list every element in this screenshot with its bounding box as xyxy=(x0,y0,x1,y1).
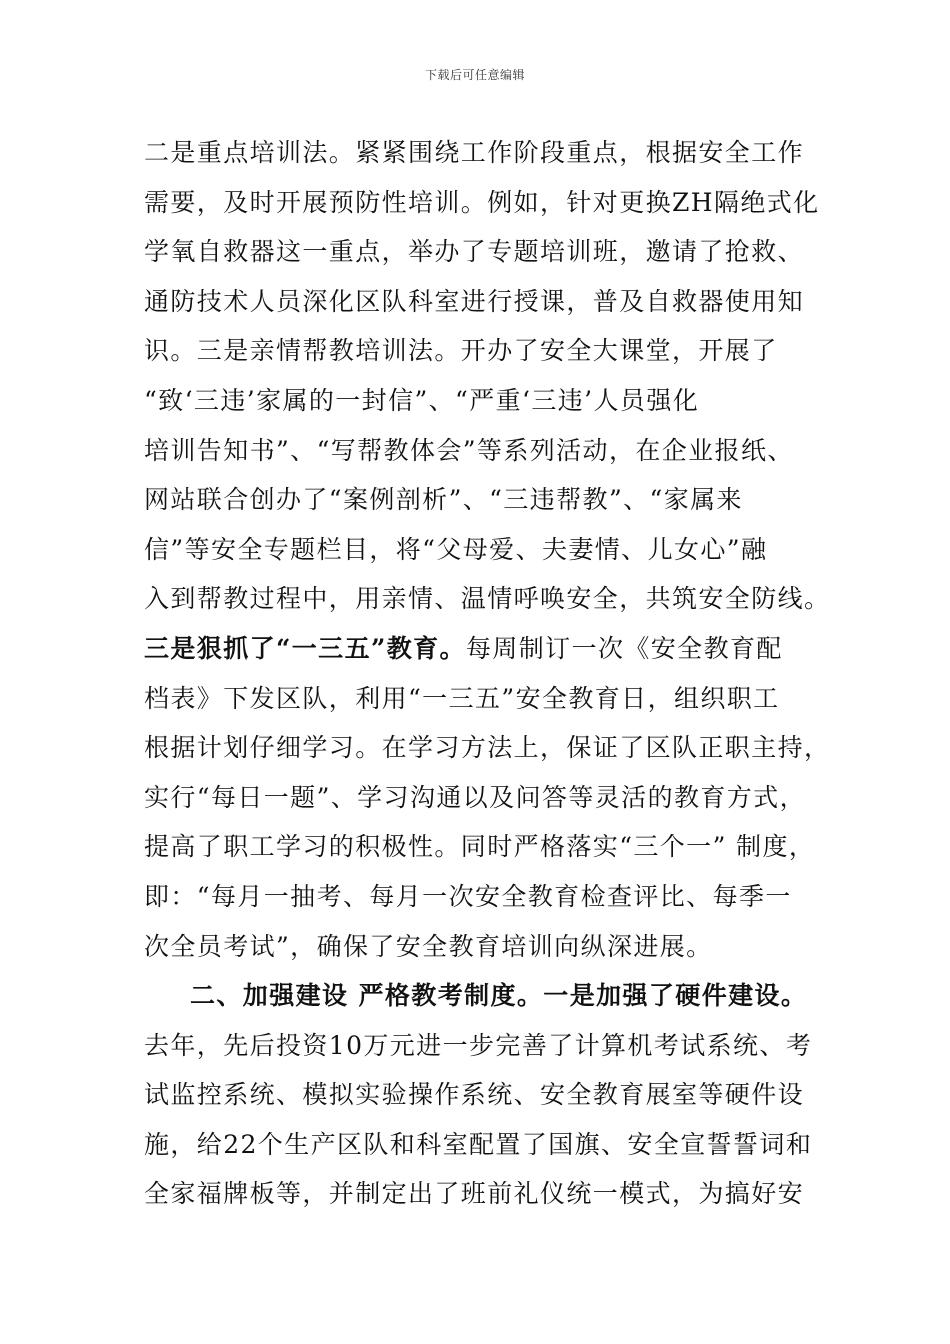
text-line xyxy=(144,227,824,277)
line-text: 网站联合创办了“案例剖析”、“三违帮教”、“家属来 xyxy=(144,485,743,515)
text-line xyxy=(144,525,824,575)
line-text: 全家福牌板等，并制定出了班前礼仪统一模式，为搞好安 xyxy=(144,1179,805,1209)
page-header: 下载后可任意编辑 xyxy=(424,68,525,82)
text-line xyxy=(144,1070,824,1120)
line-text: 每周制订一次《安全教育配 xyxy=(465,633,783,663)
section-heading-line xyxy=(144,971,824,1021)
text-line xyxy=(144,922,824,972)
line-text: 需要，及时开展预防性培训。例如，针对更换ZH隔绝式化 xyxy=(144,187,820,217)
line-text: 入到帮教过程中，用亲情、温情呼唤安全，共筑安全防线。 xyxy=(144,584,831,614)
text-line xyxy=(144,326,824,376)
line-text: “致‘三违’家属的一封信”、“严重‘三违’人员强化 xyxy=(144,385,700,415)
line-text: 施，给22个生产区队和科室配置了国旗、安全宣誓誓词和 xyxy=(144,1129,813,1159)
text-line xyxy=(144,574,831,624)
line-text: 识。三是亲情帮教培训法。开办了安全大课堂，开展了 xyxy=(144,336,778,366)
text-line xyxy=(144,674,824,724)
text-line xyxy=(144,277,824,327)
text-line xyxy=(144,1120,824,1170)
document-body xyxy=(144,128,831,1219)
section-heading: 二、加强建设 严格教考制度。一是加强了硬件建设。 xyxy=(190,981,808,1011)
line-text: 根据计划仔细学习。在学习方法上，保证了区队正职主持， xyxy=(144,733,831,763)
line-text: 档表》下发区队，利用“一三五”安全教育日，组织职工 xyxy=(144,683,780,713)
text-line xyxy=(144,475,824,525)
line-text: 即：“每月一抽考、每月一次安全教育检查评比、每季一 xyxy=(144,881,792,911)
line-text: 提高了职工学习的积极性。同时严格落实“三个一” 制度， xyxy=(144,832,816,862)
text-line xyxy=(144,723,831,773)
text-line xyxy=(144,624,824,674)
text-line xyxy=(144,872,824,922)
text-line xyxy=(144,822,824,872)
text-line xyxy=(144,773,824,823)
line-text: 学氧自救器这一重点，举办了专题培训班，邀请了抢救、 xyxy=(144,237,805,267)
text-line xyxy=(144,376,824,426)
text-line xyxy=(144,426,824,476)
text-line xyxy=(144,128,824,178)
line-text: 信”等安全专题栏目，将“父母爱、夫妻情、儿女心”融 xyxy=(144,534,768,564)
line-text: 通防技术人员深化区队科室进行授课，普及自救器使用知 xyxy=(144,286,805,316)
bold-heading: 三是狠抓了“一三五”教育。 xyxy=(144,633,466,663)
text-line xyxy=(144,1169,824,1219)
line-text: 试监控系统、模拟实验操作系统、安全教育展室等硬件设 xyxy=(144,1080,805,1110)
line-text: 培训告知书”、“写帮教体会”等系列活动，在企业报纸、 xyxy=(144,435,794,465)
line-text: 次全员考试”，确保了安全教育培训向纵深进展。 xyxy=(144,931,713,961)
text-line xyxy=(144,178,824,228)
line-text: 实行“每日一题”、学习沟通以及问答等灵活的教育方式， xyxy=(144,782,806,812)
line-text: 二是重点培训法。紧紧围绕工作阶段重点，根据安全工作 xyxy=(144,138,805,167)
text-line xyxy=(144,1021,824,1071)
line-text: 去年，先后投资10万元进一步完善了计算机考试系统、考 xyxy=(144,1030,813,1060)
